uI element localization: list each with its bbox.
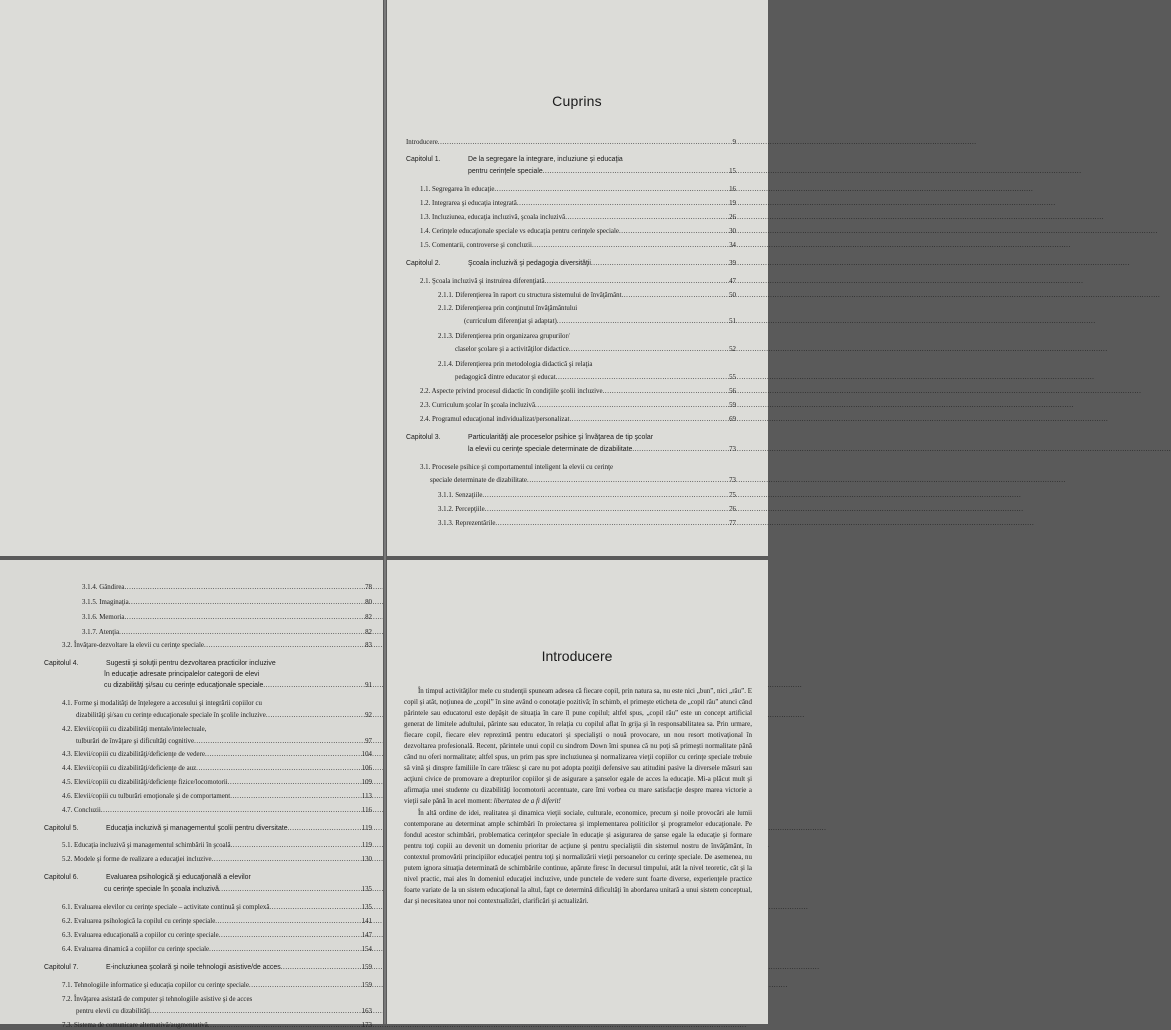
toc-chapter-entry (406, 157, 736, 164)
toc-entry-text: 1.5. Comentarii, controverse şi concluzii (420, 242, 532, 249)
intro-emphasis: libertatea de a fi diferit! (493, 797, 561, 806)
toc-page-number: 19 (729, 200, 736, 207)
chapter-label: Capitolul 7. (44, 964, 79, 971)
toc-entry-text: la elevii cu cerinţe speciale determinate de dizabilitate (468, 446, 633, 453)
toc-entry-text: 5.2. Modele şi forme de realizare a educaţiei incluzive (62, 856, 212, 863)
toc-entry-text: 3.1.2. Percepţiile (438, 506, 485, 513)
chapter-label: Capitolul 4. (44, 660, 79, 667)
toc-entry (62, 780, 372, 787)
intro-page-bottom-right (386, 560, 768, 1024)
toc-page-number: 26 (729, 214, 736, 221)
toc-page-number: 75 (729, 492, 736, 499)
toc-entry-text: 2.4. Programul educaţional individualizat/personalizat (420, 416, 570, 423)
toc-entry (62, 727, 372, 734)
leader-dots (494, 187, 728, 194)
leader-dots (129, 600, 364, 607)
toc-entry (62, 919, 372, 926)
toc-page-number: 82 (365, 629, 372, 636)
toc-entry-text: în educaţie adresate principalelor categorii de elevi (104, 671, 260, 678)
toc-entry-text: 6.3. Evaluarea educaţională a copiilor cu cerinţe speciale (62, 932, 219, 939)
toc-entry-text: 5.1. Educaţia incluzivă şi managementul schimbării în şcoală (62, 842, 231, 849)
book-gutter (383, 0, 387, 1024)
intro-paragraph-2: În altă ordine de idei, realitatea şi dinamica vieţii sociale, culturale, economice, precum şi noile provocări ale lumii contemporane au determinat ample schimbări în proiectarea şi implementarea politicilor şi programelor educaţionale. Pe fondul acestor schimbări, problematica cerinţelor speciale în educaţie şi asigurarea de şanse egale la educaţie şi formare pentru toţi copiii au devenit un domeniu prioritar de acţiune şi pentru specialiştii din sistemul nostru de învăţământ, în contextul promovării principiilor educaţiei pentru toţi şi normalizării vieţii persoanelor cu cerinţe speciale. De asemenea, nu putem ignora situaţia determinată de schimbările continue, apărute firesc în decursul timpului, atât la nivel teoretic, cât şi la nivel practic, mai ales în domeniul educaţiei incluzive, unde punctele de vedere sunt foarte diverse, experienţele practice foarte variate de la un sistem educaţional la altul, fapt ce determină dificultăţi în abordarea unitară a unui sistem conceptual, dar şi necesitatea unor noi contextualizări, clarificări şi actualizări. (404, 808, 752, 905)
intro-body (404, 686, 752, 907)
leader-dots (263, 683, 364, 690)
toc-page-number: 56 (729, 388, 736, 395)
toc-page-number: 163 (361, 1008, 372, 1015)
toc-page-number: 73 (729, 446, 736, 453)
toc-entry (420, 389, 736, 396)
toc-entry (82, 630, 372, 637)
toc-entry (438, 362, 736, 369)
toc-page-number: 92 (365, 712, 372, 719)
toc-page-number: 130 (361, 856, 372, 863)
toc-page-number: 106 (361, 765, 372, 772)
toc-entry (420, 465, 736, 472)
toc-entry-text: 4.5. Elevii/copiii cu dizabilităţi/deficienţe fizice/locomotorii (62, 779, 228, 786)
toc-entry (438, 493, 736, 500)
toc-page-number: 80 (365, 599, 372, 606)
toc-entry-text: 2.1.1. Diferenţierea în raport cu structura sistemului de învăţământ (438, 292, 622, 299)
toc-entry-text: pentru elevii cu dizabilităţi (76, 1008, 151, 1015)
toc-entry (82, 600, 372, 607)
leader-dots (204, 643, 364, 650)
toc-entry (76, 739, 372, 746)
leader-dots (556, 375, 728, 382)
leader-dots (622, 293, 729, 300)
leader-dots (281, 965, 361, 972)
toc-entry (62, 701, 372, 708)
leader-dots (215, 919, 360, 926)
toc-page-bottom-left (0, 560, 384, 1029)
toc-page-number: 116 (361, 807, 372, 814)
toc-entry-text: 3.1.7. Atenţia (82, 629, 120, 636)
toc-entry (82, 585, 372, 592)
toc-page-number: 113 (361, 793, 372, 800)
toc-entry (406, 140, 736, 147)
toc-entry (82, 615, 372, 622)
toc-page-number: 77 (729, 520, 736, 527)
toc-entry-text: 4.1. Forme şi modalităţi de înţelegere a accesului şi integrării copiilor cu (62, 700, 262, 707)
toc-entry-text: (curriculum diferenţiat şi adaptat) (464, 318, 557, 325)
toc-entry (468, 169, 736, 176)
leader-dots (569, 417, 728, 424)
leader-dots (603, 389, 729, 396)
toc-page-number: 47 (729, 278, 736, 285)
toc-entry (455, 375, 736, 382)
toc-entry (62, 643, 372, 650)
toc-page-number: 82 (365, 614, 372, 621)
toc-entry-text: 2.1.4. Diferenţierea prin metodologia didactică şi relaţia (438, 361, 593, 368)
toc-entry (62, 843, 372, 850)
toc-entry (62, 766, 372, 773)
leader-dots (230, 794, 361, 801)
toc-entry (468, 447, 736, 454)
toc-page-number: 135 (361, 886, 372, 893)
toc-entry-text: 3.1.3. Reprezentările (438, 520, 496, 527)
leader-dots (209, 947, 361, 954)
toc-page-number: 52 (729, 346, 736, 353)
leader-dots (266, 713, 364, 720)
toc-entry (438, 306, 736, 313)
toc-entry (62, 752, 372, 759)
toc-entry (62, 857, 372, 864)
toc-entry-text: 7.1. Tehnologiile informatice şi educaţia copiilor cu cerinţe speciale (62, 982, 249, 989)
toc-entry-text: 3.1. Procesele psihice şi comportamentul inteligent la elevii cu cerinţe (420, 464, 614, 471)
toc-entry (62, 933, 372, 940)
toc-page-number: 154 (361, 946, 372, 953)
toc-entry-text: claselor şcolare şi a activităţilor didactice (455, 346, 569, 353)
toc-entry-text: Educaţia incluzivă şi managementul şcolii pentru diversitate (106, 825, 288, 832)
leader-dots (495, 521, 728, 528)
toc-entry-text: speciale determinate de dizabilitate (430, 477, 527, 484)
leader-dots (569, 347, 728, 354)
toc-chapter-entry (44, 875, 372, 882)
toc-page-number: 59 (729, 402, 736, 409)
toc-entry (104, 887, 372, 894)
toc-page-number: 119 (361, 842, 372, 849)
toc-page-number: 147 (361, 932, 372, 939)
toc-entry (420, 417, 736, 424)
toc-page-number: 159 (361, 982, 372, 989)
toc-title: Cuprins (552, 93, 602, 109)
leader-dots (482, 493, 728, 500)
toc-entry-text: 1.3. Incluziunea, educaţia incluzivă, şcoala incluzivă (420, 214, 566, 221)
leader-dots (101, 808, 361, 815)
toc-entry (76, 1009, 372, 1016)
leader-dots (124, 615, 364, 622)
toc-chapter-entry (406, 435, 736, 442)
toc-entry (420, 229, 736, 236)
leader-dots (231, 843, 361, 850)
toc-entry-text: 7.2. Învăţarea asistată de computer şi tehnologiile asistive şi de acces (62, 996, 253, 1003)
leader-dots (124, 585, 364, 592)
toc-entry-text: 2.1. Şcoala incluzivă şi instruirea diferenţiată (420, 278, 545, 285)
toc-entry-text: 6.4. Evaluarea dinamică a copiilor cu cerinţe speciale (62, 946, 210, 953)
toc-page-number: 9 (732, 139, 736, 146)
leader-dots (619, 229, 728, 236)
intro-title: Introducere (541, 648, 613, 664)
toc-page-number: 141 (361, 918, 372, 925)
chapter-label: Capitolul 2. (406, 260, 441, 267)
leader-dots (543, 169, 728, 176)
toc-entry (420, 187, 736, 194)
leader-dots (565, 215, 728, 222)
toc-entry (438, 521, 736, 528)
leader-dots (632, 447, 728, 454)
chapter-label: Capitolul 5. (44, 825, 79, 832)
toc-entry (62, 794, 372, 801)
toc-page-number: 39 (729, 260, 736, 267)
toc-page-number: 30 (729, 228, 736, 235)
toc-entry (104, 672, 372, 679)
toc-entry-text: 1.2. Integrarea şi educaţia integrată (420, 200, 517, 207)
chapter-label: Capitolul 3. (406, 434, 441, 441)
toc-entry-text: 2.1.3. Diferenţierea prin organizarea grupurilor/ (438, 333, 570, 340)
toc-entry (438, 293, 736, 300)
leader-dots (545, 279, 729, 286)
toc-entry (62, 947, 372, 954)
leader-dots (205, 752, 361, 759)
toc-entry (420, 279, 736, 286)
leader-dots (517, 201, 728, 208)
chapter-label: Capitolul 6. (44, 874, 79, 881)
leader-dots (485, 507, 728, 514)
toc-page-number: 51 (729, 318, 736, 325)
leader-dots (219, 887, 361, 894)
toc-entry-text: 3.1.6. Memoria (82, 614, 125, 621)
toc-entry-text: cu dizabilităţi şi/sau cu cerinţe educaţionale speciale (104, 682, 264, 689)
toc-page-number: 78 (365, 584, 372, 591)
toc-entry-text: 2.2. Aspecte privind procesul didactic în condiţiile şcolii incluzive (420, 388, 603, 395)
leader-dots (119, 630, 364, 637)
toc-entry (104, 683, 372, 690)
leader-dots (269, 905, 360, 912)
leader-dots (150, 1009, 361, 1016)
toc-entry-text: 3.1.1. Senzaţiile (438, 492, 483, 499)
toc-entry (430, 478, 736, 485)
toc-entry (420, 403, 736, 410)
leader-dots (438, 140, 732, 147)
toc-page-number: 16 (729, 186, 736, 193)
toc-page-number: 97 (365, 738, 372, 745)
toc-entry (438, 334, 736, 341)
toc-entry-text: 3.1.4. Gândirea (82, 584, 125, 591)
toc-entry (62, 905, 372, 912)
leader-dots (208, 1023, 361, 1030)
toc-entry-text: 2.3. Curriculum şcolar în şcoala incluzivă (420, 402, 536, 409)
toc-entry-text: De la segregare la integrare, incluziune şi educaţia (468, 156, 623, 163)
blank-page-top-left (0, 0, 384, 556)
toc-chapter-entry (406, 261, 736, 268)
toc-page-number: 109 (361, 779, 372, 786)
toc-entry (438, 507, 736, 514)
leader-dots (196, 766, 361, 773)
leader-dots (228, 780, 361, 787)
toc-entry-text: 6.2. Evaluarea psihologică la copilul cu cerinţe speciale (62, 918, 216, 925)
leader-dots (212, 857, 361, 864)
toc-page-number: 69 (729, 416, 736, 423)
toc-page-number: 76 (729, 506, 736, 513)
toc-entry-text: Evaluarea psihologică şi educaţională a elevilor (106, 874, 251, 881)
toc-entry-text: 3.1.5. Imaginaţia (82, 599, 129, 606)
chapter-label: Capitolul 1. (406, 156, 441, 163)
toc-entry-text: 4.7. Concluzii (62, 807, 101, 814)
toc-page-number: 104 (361, 751, 372, 758)
toc-page-number: 50 (729, 292, 736, 299)
leader-dots (219, 933, 361, 940)
toc-entry-text: Sugestii şi soluţii pentru dezvoltarea practicilor incluzive (106, 660, 276, 667)
intro-paragraph-1: În timpul activităţilor mele cu studenţii spuneam adesea că fiecare copil, prin natura sa, nu este nici „bun”, nici „rău”. E copil şi atât, noţiunea de „copil” în sine având o conotaţie pozitivă; în schimb, el primeşte eticheta de „copil rău” atunci când părintele sau educatorul este depăşit de situaţia în care îl pune copilul; altfel spus, „copil rău” este un concept artificial generat de limitele adultului, părinte sau educator, în relaţia cu copilul aflat în grija şi în responsabilitatea sa. Prin urmare, fiecare copil, fiecare elev reprezintă pentru educatori şi specialişti o nouă provocare, un nou resort motivaţional în dezvoltarea profesională. Recent, părintele unui copil cu sindrom Down îmi spunea că nu poţi să primeşti normalitate până când nu oferi normalitate; altfel spus, un prim pas spre incluziunea şi normalizarea vieţii copiilor cu cerinţe speciale trebuie să vină şi dinspre familiile în care trăiesc şi care nu pot adopta poziţii defensive sau atitudini pasive la diversele măsuri sau acţiuni civice de promovare a drepturilor copiilor şi de asigurare a şanselor egale de acces la educaţie. Mi-a plăcut mult şi afirmaţia unei studente cu dizabilităţi locomotorii accentuate, care îmi vorbea cu mare satisfacţie despre marea victorie a vieţii sale până în acel moment: libertatea de a fi diferit! (404, 687, 752, 806)
toc-entry (464, 319, 736, 326)
toc-entry-text: 1.4. Cerinţele educaţionale speciale vs educaţia pentru cerinţele speciale (420, 228, 619, 235)
leader-dots (194, 739, 364, 746)
leader-dots (288, 826, 361, 833)
toc-entry-text: 4.2. Elevii/copiii cu dizabilităţi mentale/intelectuale, (62, 726, 207, 733)
toc-entry (62, 997, 372, 1004)
toc-page-number: 119 (361, 825, 372, 832)
toc-page-number: 173 (361, 1022, 372, 1029)
toc-entry-text: 4.3. Elevii/copiii cu dizabilităţi/deficienţe de vedere (62, 751, 205, 758)
toc-entry-text: cu cerinţe speciale în şcoala incluzivă (104, 886, 219, 893)
toc-page-number: 15 (729, 168, 736, 175)
toc-entry-text: 7.3. Sistema de comunicare alternativă/augmentativă (62, 1022, 208, 1029)
toc-entry-text: 4.4. Elevii/copiii cu dizabilităţi/deficienţe de auz (62, 765, 197, 772)
toc-entry-text: dizabilităţi şi/sau cu cerinţe educaţionale speciale în şcolile incluzive (76, 712, 266, 719)
toc-entry (76, 713, 372, 720)
toc-entry (62, 1023, 372, 1030)
leader-dots (527, 478, 728, 485)
toc-entry-text: tulburări de învăţare şi dificultăţi cognitive (76, 738, 195, 745)
toc-entry-text: Şcoala incluzivă şi pedagogia diversităţii (468, 260, 591, 267)
toc-chapter-entry (44, 826, 372, 833)
toc-entry-text: pedagogică dintre educator şi educat (455, 374, 556, 381)
toc-entry (420, 215, 736, 222)
toc-page-number: 73 (729, 477, 736, 484)
leader-dots (557, 319, 728, 326)
toc-entry (455, 347, 736, 354)
toc-page-number: 91 (365, 682, 372, 689)
toc-page-top-right (386, 0, 768, 556)
toc-entry-text: 4.6. Elevii/copiii cu tulburări emoţionale şi de comportament (62, 793, 231, 800)
leader-dots (535, 403, 728, 410)
toc-entry-text: 6.1. Evaluarea elevilor cu cerinţe speciale – activitate continuă şi complexă (62, 904, 270, 911)
toc-entry-text: 1.1. Segregarea în educaţie (420, 186, 495, 193)
toc-page-number: 135 (361, 904, 372, 911)
toc-chapter-entry (44, 965, 372, 972)
toc-entry (62, 808, 372, 815)
toc-page-number: 159 (361, 964, 372, 971)
toc-entry-text: pentru cerinţele speciale (468, 168, 543, 175)
toc-entry (420, 201, 736, 208)
toc-page-number: 83 (365, 642, 372, 649)
toc-chapter-entry (44, 661, 372, 668)
toc-page-number: 34 (729, 242, 736, 249)
leader-dots (249, 983, 361, 990)
toc-entry (62, 983, 372, 990)
toc-entry-text: Introducere (406, 139, 438, 146)
toc-entry (420, 243, 736, 250)
leader-dots (591, 261, 728, 268)
toc-entry-text: 2.1.2. Diferenţierea prin conţinutul învăţământului (438, 305, 578, 312)
leader-dots (532, 243, 728, 250)
toc-page-number: 55 (729, 374, 736, 381)
toc-entry-text: Particularităţi ale proceselor psihice şi învăţarea de tip şcolar (468, 434, 653, 441)
toc-entry-text: 3.2. Învăţare-dezvoltare la elevii cu cerinţe speciale (62, 642, 204, 649)
toc-entry-text: E-incluziunea şcolară şi noile tehnologii asistive/de acces (106, 964, 281, 971)
